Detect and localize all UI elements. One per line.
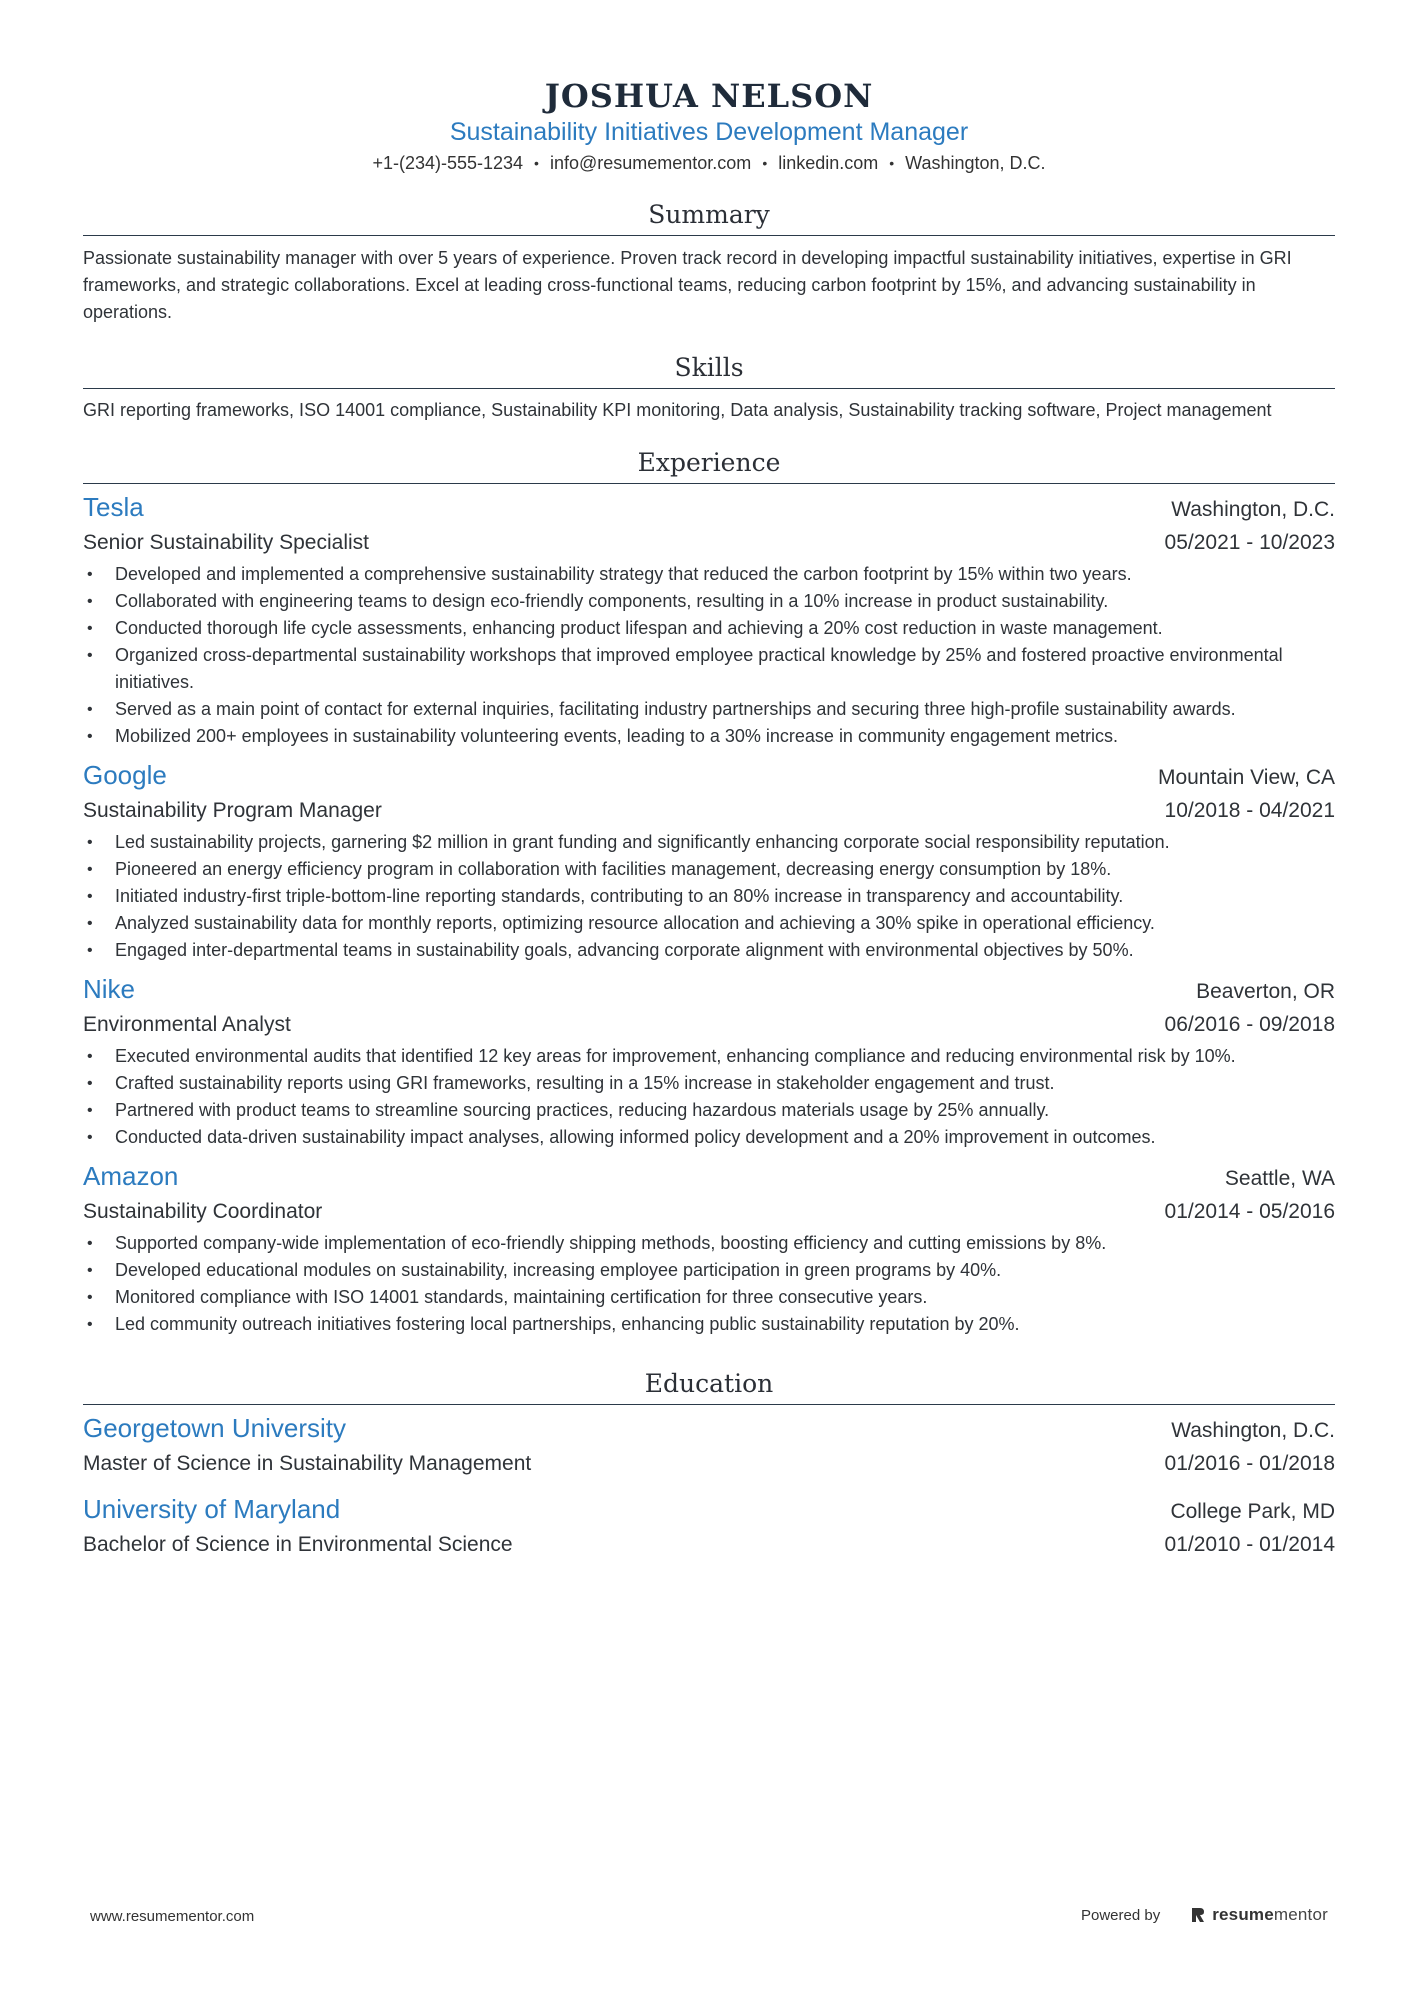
job-role: Senior Sustainability Specialist — [83, 531, 369, 554]
summary-text: Passionate sustainability manager with over 5 years of experience. Proven track record in developing impactful sustainability initiatives, expertise in GRI frameworks, and strategic collaborations. Excel at leading cross-functional teams, reducing carbon footprint by 15%, and advancing sustainability in operations. — [83, 248, 1292, 322]
job-subheader — [83, 1196, 1335, 1228]
job-role: Environmental Analyst — [83, 1013, 291, 1036]
education-entry — [83, 1492, 1335, 1561]
summary-heading: Summary — [648, 200, 770, 229]
education-subheader — [83, 1448, 1335, 1480]
section-divider — [83, 1404, 1335, 1405]
list-item: • Conducted thorough life cycle assessments, enhancing product lifespan and achieving a 20% cost reduction in waste management. — [83, 615, 1335, 642]
job-subheader — [83, 527, 1335, 559]
education-section — [83, 1368, 1335, 1561]
degree: Master of Science in Sustainability Management — [83, 1452, 532, 1475]
education-entry — [83, 1411, 1335, 1480]
job-location: Mountain View, CA — [1157, 766, 1335, 789]
list-item: • Collaborated with engineering teams to design eco-friendly components, resulting in a 10% increase in product sustainability. — [83, 588, 1335, 615]
list-item: • Supported company-wide implementation of eco-friendly shipping methods, boosting efficiency and cutting emissions by 8%. — [83, 1230, 1335, 1257]
list-item: • Developed educational modules on sustainability, increasing employee participation in green programs by 40%. — [83, 1257, 1335, 1284]
list-item: • Organized cross-departmental sustainability workshops that improved employee practical knowledge by 25% and fostered proactive environmental initiatives. — [83, 642, 1335, 696]
job-entry — [83, 972, 1335, 1151]
job-dates: 01/2014 - 05/2016 — [1164, 1200, 1335, 1223]
school-name: Georgetown University — [83, 1413, 346, 1443]
job-header — [83, 490, 1335, 527]
job-location: Seattle, WA — [1224, 1167, 1335, 1190]
school-location: College Park, MD — [1170, 1500, 1335, 1523]
contact-location: Washington, D.C. — [905, 153, 1046, 173]
job-entry — [83, 758, 1335, 964]
section-divider — [83, 235, 1335, 236]
footer-website: www.resumementor.com — [90, 1908, 255, 1925]
education-dates: 01/2010 - 01/2014 — [1164, 1533, 1335, 1556]
experience-section — [83, 447, 1335, 1338]
job-bullets — [83, 1230, 1335, 1338]
list-item: • Conducted data-driven sustainability impact analyses, allowing informed policy development and a 20% improvement in outcomes. — [83, 1124, 1335, 1151]
experience-heading: Experience — [637, 448, 781, 477]
contact-separator: • — [889, 155, 895, 171]
contact-linkedin: linkedin.com — [778, 153, 879, 173]
contact-separator: • — [762, 155, 768, 171]
job-header — [83, 758, 1335, 795]
candidate-name: JOSHUA NELSON — [544, 77, 874, 115]
education-subheader — [83, 1529, 1335, 1561]
skills-heading: Skills — [674, 353, 744, 382]
contact-line — [83, 151, 1335, 175]
job-subheader — [83, 1009, 1335, 1041]
contact-email: info@resumementor.com — [549, 153, 752, 173]
degree: Bachelor of Science in Environmental Science — [83, 1533, 513, 1556]
list-item: • Engaged inter-departmental teams in sustainability goals, advancing corporate alignment with environmental objectives by 50%. — [83, 937, 1335, 964]
brand-name-light: mentor — [1273, 1905, 1328, 1924]
job-location: Beaverton, OR — [1196, 980, 1335, 1003]
section-divider — [83, 483, 1335, 484]
job-entry — [83, 490, 1335, 750]
job-company: Nike — [83, 974, 136, 1004]
summary-section — [83, 199, 1335, 326]
job-role: Sustainability Coordinator — [83, 1200, 323, 1223]
school-location: Washington, D.C. — [1171, 1419, 1335, 1442]
job-header — [83, 1159, 1335, 1196]
list-item: • Served as a main point of contact for external inquiries, facilitating industry partnerships and securing three high-profile sustainability awards. — [83, 696, 1335, 723]
brand-name-bold: resume — [1212, 1905, 1274, 1924]
school-name: University of Maryland — [83, 1494, 341, 1524]
job-dates: 10/2018 - 04/2021 — [1164, 799, 1335, 822]
job-dates: 05/2021 - 10/2023 — [1164, 531, 1335, 554]
job-bullets — [83, 1043, 1335, 1151]
list-item: • Developed and implemented a comprehensive sustainability strategy that reduced the carbon footprint by 15% within two years. — [83, 561, 1335, 588]
education-dates: 01/2016 - 01/2018 — [1164, 1452, 1335, 1475]
job-company: Tesla — [83, 492, 144, 522]
job-company: Amazon — [83, 1161, 179, 1191]
skills-text: GRI reporting frameworks, ISO 14001 compliance, Sustainability KPI monitoring, Data analysis, Sustainability tracking software, Project management — [83, 400, 1272, 420]
list-item: • Initiated industry-first triple-bottom-line reporting standards, contributing to an 80% increase in transparency and accountability. — [83, 883, 1335, 910]
job-header — [83, 972, 1335, 1009]
brand-name — [1212, 1905, 1328, 1925]
list-item: • Led sustainability projects, garnering $2 million in grant funding and significantly enhancing corporate social responsibility reputation. — [83, 829, 1335, 856]
education-heading: Education — [644, 1369, 774, 1398]
list-item: • Mobilized 200+ employees in sustainability volunteering events, leading to a 30% increase in community engagement metrics. — [83, 723, 1335, 750]
job-role: Sustainability Program Manager — [83, 799, 382, 822]
list-item: • Executed environmental audits that identified 12 key areas for improvement, enhancing compliance and reducing environmental risk by 10%. — [83, 1043, 1335, 1070]
job-dates: 06/2016 - 09/2018 — [1164, 1013, 1335, 1036]
job-company: Google — [83, 760, 167, 790]
list-item: • Monitored compliance with ISO 14001 standards, maintaining certification for three consecutive years. — [83, 1284, 1335, 1311]
job-bullets — [83, 829, 1335, 964]
list-item: • Pioneered an energy efficiency program in collaboration with facilities management, decreasing energy consumption by 18%. — [83, 856, 1335, 883]
job-entry — [83, 1159, 1335, 1338]
education-header — [83, 1411, 1335, 1448]
resumementor-logo-icon — [1190, 1906, 1206, 1924]
footer-branding — [1081, 1905, 1328, 1925]
contact-phone: +1-(234)-555-1234 — [372, 153, 524, 173]
list-item: • Analyzed sustainability data for monthly reports, optimizing resource allocation and achieving a 30% spike in operational efficiency. — [83, 910, 1335, 937]
list-item: • Led community outreach initiatives fostering local partnerships, enhancing public sustainability reputation by 20%. — [83, 1311, 1335, 1338]
contact-separator: • — [534, 155, 539, 171]
resume-page — [83, 0, 1335, 1561]
powered-by-label: Powered by — [1080, 1906, 1161, 1924]
job-location: Washington, D.C. — [1171, 498, 1335, 521]
list-item: • Partnered with product teams to streamline sourcing practices, reducing hazardous materials usage by 25% annually. — [83, 1097, 1335, 1124]
list-item: • Crafted sustainability reports using GRI frameworks, resulting in a 15% increase in stakeholder engagement and trust. — [83, 1070, 1335, 1097]
skills-section — [83, 352, 1335, 423]
job-bullets — [83, 561, 1335, 750]
section-divider — [83, 388, 1335, 389]
job-subheader — [83, 795, 1335, 827]
candidate-title: Sustainability Initiatives Development Manager — [449, 118, 969, 146]
education-header — [83, 1492, 1335, 1529]
